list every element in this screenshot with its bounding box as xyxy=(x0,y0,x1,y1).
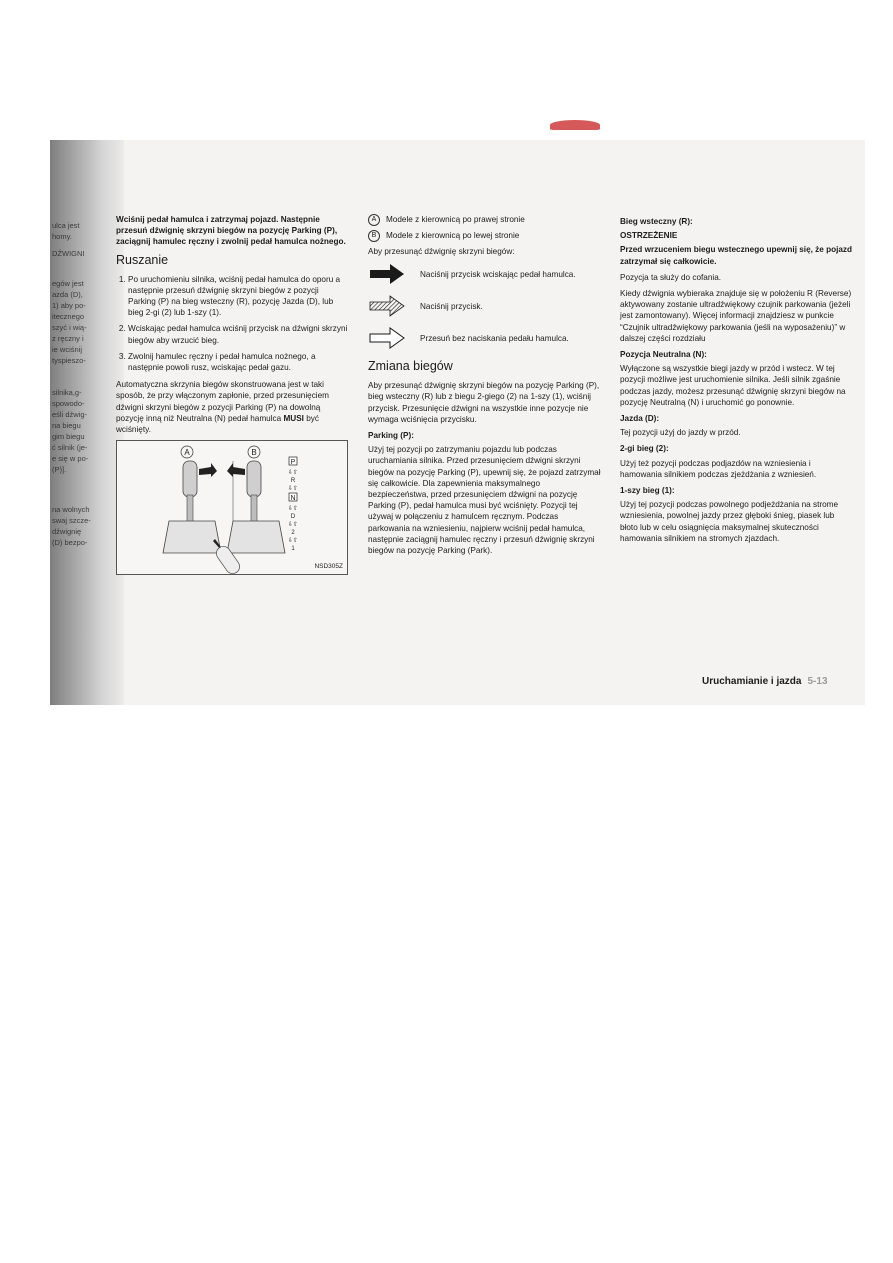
figure-code: NSD305Z xyxy=(314,563,343,571)
binding-fragment: azda (D), xyxy=(52,290,83,299)
warning-text: Przed wrzuceniem biegu wstecznego upewnij się, że pojazd zatrzymał się całkowicie. xyxy=(620,245,853,266)
neutral-text: Wyłączone są wszystkie biegi jazdy w przód i wstecz. W tej pozycji możliwe jest uruchomienie silnika. Jeśli silnik zgaśnie podczas jazdy, możesz przesunąć dźwignię skrzyni biegów na pozycję Neutralną (N) i uruchomić go ponownie. xyxy=(620,364,846,407)
binding-fragment: itecznego xyxy=(52,312,85,321)
drive-title: Jazda (D): xyxy=(620,414,660,424)
gear-label-n: N xyxy=(290,495,296,503)
gear-label-1: 1 xyxy=(291,546,295,553)
binding-fragment: DŹWIGNI xyxy=(52,249,85,258)
parking-text: Użyj tej pozycji po zatrzymaniu pojazdu lub podczas uruchamiania silnika. Przed przesunięciem dźwigni skrzyni biegów na pozycję Parking (P), upewnij się, że pojazd zatrzymał się całkowicie. Dla zapewnienia maksymalnego bezpieczeństwa, przed przesunięciem dźwigni na pozycję Parking (P), pedał hamulca musi być wciśnięty. Pozycji tej używaj w połączeniu z hamulcem ręcznym. Podczas parkowania na wzniesieniu, najpierw wciśnij pedał hamulca, następnie zaciągnij hamulec ręczny i przesuń dźwignię skrzyni biegów na pozycję Parking (Park). xyxy=(368,445,601,556)
right-column xyxy=(620,214,854,549)
binding-fragment: z ręczny i xyxy=(52,334,84,343)
arrow-legend-text: Przesuń bez naciskania pedału hamulca. xyxy=(420,333,569,343)
brake-paragraph: Automatyczna skrzynia biegów skonstruowana jest w taki sposób, że przy włączonym zapłonie, przed przesunięciem dźwigni skrzyni biegów z pozycji Parking (P) na dowolną pozycję inną niż Neutralna (N) pedał hamulca MUSI być wciśnięty. xyxy=(116,380,329,435)
binding-fragment: spowodo- xyxy=(52,399,85,408)
step-item: 2. Wciskając pedał hamulca wciśnij przycisk na dźwigni skrzyni biegów aby wrzucić bieg. xyxy=(128,323,348,345)
binding-fragment: homy. xyxy=(52,232,72,241)
binding-fragment: swaj szcze- xyxy=(52,516,91,525)
gear-arrow: ⇩⇧ xyxy=(287,469,299,477)
binding-fragment: tyspieszo- xyxy=(52,356,86,365)
second-gear-text: Użyj też pozycji podczas podjazdów na wzniesienia i hamowania silnikiem podczas zjeżdżania z wzniesień. xyxy=(620,458,817,479)
binding-fragment: (D) bezpo- xyxy=(52,538,88,547)
binding-fragment: na biegu xyxy=(52,421,81,430)
shifter-illustration xyxy=(117,441,349,574)
middle-column xyxy=(368,214,602,561)
warning-title: OSTRZEŻENIE xyxy=(620,231,678,241)
first-gear-title: 1-szy bieg (1): xyxy=(620,486,675,496)
hatched-arrow-icon xyxy=(368,295,408,317)
reverse-text-1: Pozycja ta służy do cofania. xyxy=(620,272,722,282)
gear-arrow: ⇩⇧ xyxy=(287,505,299,513)
shifter-base-a xyxy=(163,521,221,553)
press-arrow-b xyxy=(227,463,245,477)
first-gear-text: Użyj tej pozycji podczas powolnego podjeżdżania na strome wzniesienia, powolnej jazdy przez głęboki śnieg, piasek lub błoto lub w celu osiągnięcia maksymalnej skuteczności hamowania silnikiem na stromych zjazdach. xyxy=(620,500,839,543)
binding-fragment: egów jest xyxy=(52,279,84,288)
solid-arrow-icon xyxy=(368,263,408,285)
left-column xyxy=(116,214,348,575)
shifter-knob-b xyxy=(247,461,261,497)
binding-fragment: gim biegu xyxy=(52,432,85,441)
shifter-knob-a xyxy=(183,461,197,497)
legend-item xyxy=(368,230,602,242)
page-footer xyxy=(702,676,828,687)
drive-text: Tej pozycji użyj do jazdy w przód. xyxy=(620,428,741,438)
binding-fragment: ć silnik (je- xyxy=(52,443,88,452)
intro-text: Wciśnij pedał hamulca i zatrzymaj pojazd. Następnie przesuń dźwignię skrzyni biegów na pozycję Parking (P), zaciągnij hamulec ręczny i zwolnij pedał hamulca nożnego. xyxy=(116,215,346,247)
legend-intro: Aby przesunąć dźwignię skrzyni biegów: xyxy=(368,247,515,256)
shift-paragraph: Aby przesunąć dźwignię skrzyni biegów na pozycję Parking (P), bieg wsteczny (R) lub z biegu 2-giego (2) na 1-szy (1), wciśnij przycisk. Przesunięcie dźwigni na wszystkie inne pozycje nie wymaga wciśnięcia przycisku. xyxy=(368,381,600,424)
reverse-text-2: Kiedy dźwignia wybieraka znajduje się w położeniu R (Reverse) aktywowany zostanie ultradźwiękowy czujnik parkowania (jeżeli jest zamontowany). Więcej informacji znajdziesz w punkcie “Czujnik ultradźwiękowy parkowania (jeśli na wyposażeniu)” w dalszej części rozdziału xyxy=(620,289,852,343)
binding-fragment: szyć i wią- xyxy=(52,323,87,332)
outline-arrow-icon xyxy=(368,327,408,349)
binding-fragment: e się w po- xyxy=(52,454,89,463)
parking-title: Parking (P): xyxy=(368,431,414,441)
shifter-base-b xyxy=(227,521,285,553)
binding-shadow xyxy=(50,140,124,705)
arrow-legend-item xyxy=(368,295,602,317)
binding-fragment: dźwignię xyxy=(52,527,82,536)
gear-arrow: ⇩⇧ xyxy=(287,521,299,529)
section-heading-ruszanie: Ruszanie xyxy=(116,252,169,267)
red-smudge xyxy=(550,120,600,130)
figure-label-b: B xyxy=(251,448,257,458)
gear-label-p: P xyxy=(290,459,296,467)
legend-text: Modele z kierownicą po prawej stronie xyxy=(386,215,525,224)
shifter-figure xyxy=(116,440,348,575)
arrow-legend-text: Naciśnij przycisk wciskając pedał hamulca. xyxy=(420,269,576,279)
neutral-title: Pozycja Neutralna (N): xyxy=(620,350,707,360)
figure-label-a: A xyxy=(184,448,190,458)
second-gear-title: 2-gi bieg (2): xyxy=(620,444,669,454)
binding-fragment: na wolnych xyxy=(52,505,90,514)
binding-fragment: 1) aby po- xyxy=(52,301,86,310)
binding-fragment: (P)]. xyxy=(52,465,67,474)
legend-text: Modele z kierownicą po lewej stronie xyxy=(386,231,520,240)
binding-fragment: ie wciśnij xyxy=(52,345,83,354)
footer-section: Uruchamianie i jazda xyxy=(702,676,802,687)
arrow-legend-text: Naciśnij przycisk. xyxy=(420,301,483,311)
binding-fragment: eśli dźwig- xyxy=(52,410,88,419)
section-heading-zmiana: Zmiana biegów xyxy=(368,359,453,374)
page-number: 5-13 xyxy=(807,676,828,687)
legend-mark: B xyxy=(368,230,380,242)
arrow-legend-item xyxy=(368,263,602,285)
step-item: 1. Po uruchomieniu silnika, wciśnij pedał hamulca do oporu a następnie przesuń dźwignię skrzyni biegów z pozycji Parking (P) na bieg wsteczny (R), pozycję Jazda (D), lub bieg 2-gi (2) lub 1-szy (1). xyxy=(128,274,348,319)
legend-item xyxy=(368,214,602,226)
binding-fragment: silnika,g- xyxy=(52,388,82,397)
gear-label-d: D xyxy=(290,514,296,521)
gear-label-r: R xyxy=(290,478,296,485)
binding-fragment: ulca jest xyxy=(52,221,80,230)
arrow-legend-item xyxy=(368,327,602,349)
step-item: 3. Zwolnij hamulec ręczny i pedał hamulca nożnego, a następnie powoli rusz, wciskając pedał gazu. xyxy=(128,351,348,373)
legend-mark: A xyxy=(368,214,380,226)
gear-arrow: ⇩⇧ xyxy=(287,485,299,493)
shifter-stem-a xyxy=(187,495,193,523)
scanned-page xyxy=(50,140,865,705)
gear-label-2: 2 xyxy=(291,530,295,537)
gear-arrow: ⇩⇧ xyxy=(287,537,299,545)
steps-list xyxy=(116,274,348,374)
shifter-stem-b xyxy=(251,495,257,523)
press-arrow-a xyxy=(199,463,217,477)
reverse-title: Bieg wsteczny (R): xyxy=(620,217,693,226)
